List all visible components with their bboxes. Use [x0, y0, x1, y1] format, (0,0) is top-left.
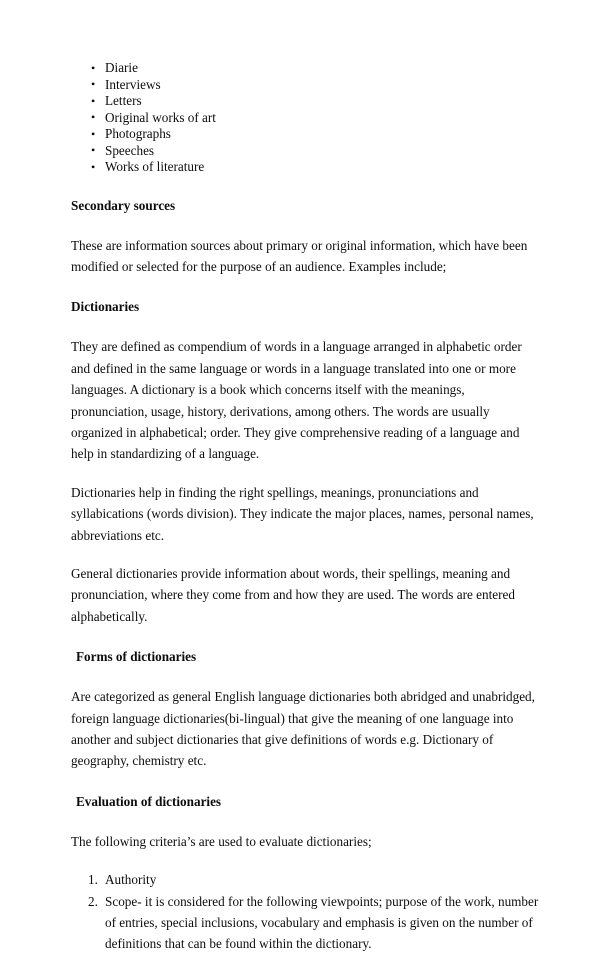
- spacer: [71, 214, 541, 235]
- list-item: • Diarie: [71, 60, 541, 77]
- spacer: [71, 627, 541, 648]
- list-item-text: Authority: [105, 872, 157, 888]
- list-item: • Speeches: [71, 143, 541, 160]
- spacer: [71, 665, 541, 686]
- spacer: [71, 315, 541, 336]
- list-item-number: 1.: [88, 872, 98, 888]
- spacer: [71, 772, 541, 793]
- list-item: • Interviews: [71, 77, 541, 94]
- primary-sources-list: [71, 60, 541, 176]
- paragraph-evaluation-intro: The following criteria’s are used to evaluate dictionaries;: [71, 833, 372, 849]
- paragraph-dictionaries-definition: They are defined as compendium of words in a language arranged in alphabetic order and defined in the same language or words in a language translated into one or more languages. A dictionary is a book which concerns itself with the meanings, pronunciation, usage, history, derivations, among others. The words are usually organized in alphabetical; order. They give comprehensive reading of a language and help in standardizing of a language.: [71, 339, 522, 462]
- heading-forms-of-dictionaries: Forms of dictionaries: [76, 649, 197, 665]
- list-item-number: 2.: [88, 893, 98, 909]
- spacer: [71, 546, 541, 563]
- list-item: • Works of literature: [71, 159, 541, 176]
- paragraph-forms-of-dictionaries: Are categorized as general English language dictionaries both abridged and unabridged, foreign language dictionaries(bi-lingual) that give the meaning of one language into another and subject dictionaries that give definitions of words e.g. Dictionary of geography, chemistry etc.: [71, 689, 535, 769]
- spacer: [71, 465, 541, 482]
- paragraph-general-dictionaries: General dictionaries provide information about words, their spellings, meaning and pronunciation, where they come from and how they are used. The words are entered alphabetically.: [71, 565, 515, 624]
- heading-secondary-sources: Secondary sources: [71, 197, 176, 213]
- paragraph-dictionaries-help: Dictionaries help in finding the right spellings, meanings, pronunciations and syllabications (words division). They indicate the major places, names, personal names, abbreviations etc.: [71, 484, 534, 543]
- list-item: • Original works of art: [71, 110, 541, 127]
- list-item-text: Scope- it is considered for the following viewpoints; purpose of the work, number of entries, special inclusions, vocabulary and emphasis is given on the number of definitions that can be found within the dictionary.: [105, 893, 539, 952]
- spacer: [71, 810, 541, 831]
- list-item: [71, 869, 541, 890]
- list-item: [71, 891, 541, 955]
- paragraph-secondary-sources-intro: These are information sources about primary or original information, which have been modified or selected for the purpose of an audience. Examples include;: [71, 237, 528, 274]
- spacer: [71, 277, 541, 298]
- spacer: [71, 176, 541, 197]
- list-item: • Letters: [71, 93, 541, 110]
- heading-dictionaries: Dictionaries: [71, 299, 140, 315]
- spacer: [71, 852, 541, 869]
- heading-evaluation-of-dictionaries: Evaluation of dictionaries: [76, 793, 222, 809]
- document-content: [71, 60, 541, 955]
- list-item: • Photographs: [71, 126, 541, 143]
- evaluation-criteria-list: [71, 869, 541, 955]
